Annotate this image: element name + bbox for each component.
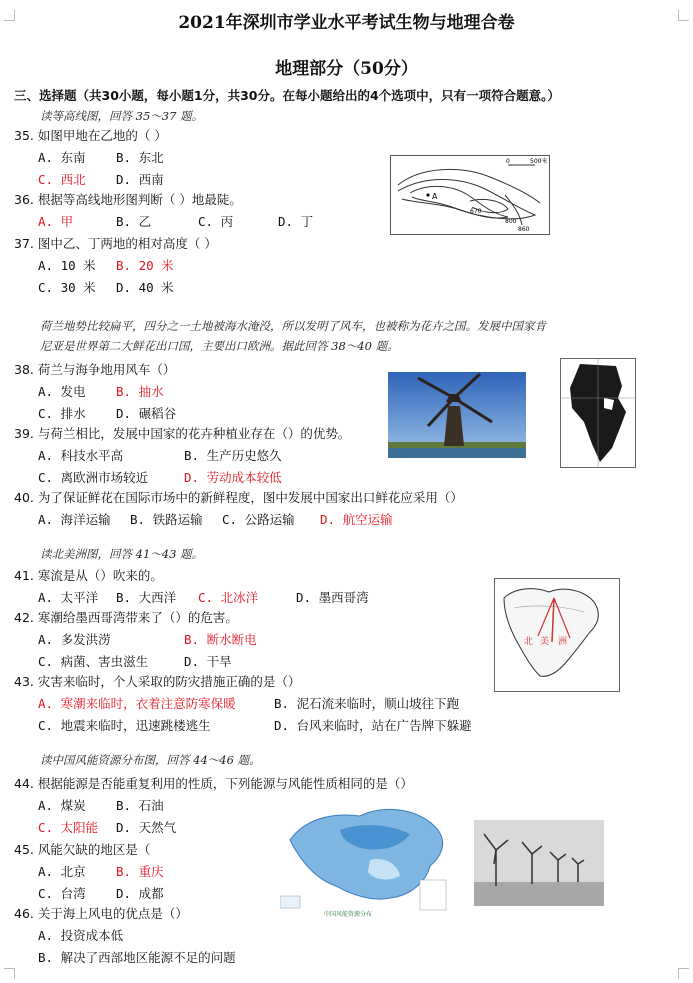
contour-label-670: 670 bbox=[470, 208, 482, 215]
question-stem: 37. 图中乙、丁两地的相对高度（ ） bbox=[14, 236, 217, 251]
answer-option[interactable]: A. 10 米 bbox=[38, 258, 96, 273]
south-china-sea-inset bbox=[420, 880, 446, 910]
reading-instruction: 读等高线图，回答 35～37 题。 bbox=[40, 109, 204, 123]
contour-map-figure bbox=[390, 155, 550, 235]
answer-option[interactable]: D. 航空运输 bbox=[320, 512, 393, 527]
answer-option[interactable]: B. 解决了西部地区能源不足的问题 bbox=[38, 950, 236, 965]
answer-option[interactable]: A. 北京 bbox=[38, 864, 86, 879]
answer-option[interactable]: C. 30 米 bbox=[38, 280, 96, 295]
exam-title: 2021年深圳市学业水平考试生物与地理合卷 bbox=[178, 13, 515, 33]
answer-option[interactable]: D. 碾稻谷 bbox=[116, 406, 177, 421]
answer-option[interactable]: C. 公路运输 bbox=[222, 512, 295, 527]
corner-mark bbox=[4, 10, 15, 21]
contour-label-860: 860 bbox=[518, 226, 530, 233]
answer-option[interactable]: A. 海洋运输 bbox=[38, 512, 111, 527]
answer-option[interactable]: A. 多发洪涝 bbox=[38, 632, 111, 647]
answer-option[interactable]: D. 干旱 bbox=[184, 654, 232, 669]
offshore-wind-photo bbox=[474, 820, 604, 906]
answer-option[interactable]: D. 墨西哥湾 bbox=[296, 590, 369, 605]
reading-instruction: 荷兰地势比较扁平，四分之一土地被海水淹没，所以发明了风车，也被称为花卉之国。发展中国家肯 bbox=[40, 319, 546, 333]
answer-option[interactable]: B. 乙 bbox=[116, 214, 152, 229]
answer-option[interactable]: A. 煤炭 bbox=[38, 798, 86, 813]
question-stem: 43. 灾害来临时，个人采取的防灾措施正确的是（） bbox=[14, 674, 301, 689]
corner-mark bbox=[678, 10, 689, 21]
answer-option[interactable]: C. 北冰洋 bbox=[198, 590, 259, 605]
question-stem: 46. 关于海上风电的优点是（） bbox=[14, 906, 188, 921]
china-map-caption: 中国风能资源分布 bbox=[324, 911, 373, 918]
question-stem: 42. 寒潮给墨西哥湾带来了（）的危害。 bbox=[14, 610, 238, 625]
legend-box bbox=[280, 896, 300, 908]
answer-option[interactable]: B. 断水断电 bbox=[184, 632, 257, 647]
answer-option[interactable]: B. 20 米 bbox=[116, 258, 174, 273]
answer-option[interactable]: A. 科技水平高 bbox=[38, 448, 124, 463]
map-label-mei: 美 bbox=[540, 637, 550, 647]
map-label-zhou: 洲 bbox=[558, 637, 568, 647]
section-heading: 三、选择题（共30小题，每小题1分，共30分。在每小题给出的4个选项中，只有一项符合题意。） bbox=[14, 88, 560, 103]
reading-instruction: 读北美洲图，回答 41～43 题。 bbox=[40, 547, 204, 561]
reading-instruction: 读中国风能资源分布图，回答 44～46 题。 bbox=[40, 753, 261, 767]
question-stem: 38. 荷兰与海争地用风车（） bbox=[14, 362, 176, 377]
answer-option[interactable]: D. 40 米 bbox=[116, 280, 174, 295]
kenya-map-figure bbox=[560, 358, 636, 468]
question-stem: 45. 风能欠缺的地区是（ bbox=[14, 842, 151, 857]
answer-option[interactable]: C. 台湾 bbox=[38, 886, 86, 901]
answer-option[interactable]: A. 东南 bbox=[38, 150, 86, 165]
answer-option[interactable]: B. 大西洋 bbox=[116, 590, 177, 605]
answer-option[interactable]: C. 西北 bbox=[38, 172, 86, 187]
answer-option[interactable]: B. 抽水 bbox=[116, 384, 164, 399]
answer-option[interactable]: C. 病菌、害虫滋生 bbox=[38, 654, 149, 669]
answer-option[interactable]: D. 台风来临时，站在广告牌下躲避 bbox=[274, 718, 472, 733]
answer-option[interactable]: C. 地震来临时，迅速跳楼逃生 bbox=[38, 718, 211, 733]
answer-option[interactable]: B. 铁路运输 bbox=[130, 512, 203, 527]
answer-option[interactable]: A. 太平洋 bbox=[38, 590, 99, 605]
reading-instruction: 尼亚是世界第二大鲜花出口国，主要出口欧洲。据此回答 38～40 题。 bbox=[40, 339, 399, 353]
answer-option[interactable]: C. 太阳能 bbox=[38, 820, 99, 835]
north-america-map bbox=[494, 578, 620, 692]
answer-option[interactable]: D. 成都 bbox=[116, 886, 164, 901]
question-stem: 39. 与荷兰相比，发展中国家的花卉种植业存在（）的优势。 bbox=[14, 426, 351, 441]
answer-option[interactable]: B. 东北 bbox=[116, 150, 164, 165]
corner-mark bbox=[678, 968, 689, 979]
question-stem: 44. 根据能源是否能重复利用的性质，下列能源与风能性质相同的是（） bbox=[14, 776, 413, 791]
answer-option[interactable]: D. 劳动成本较低 bbox=[184, 470, 282, 485]
contour-label-a: A bbox=[432, 192, 438, 201]
corner-mark bbox=[4, 968, 15, 979]
windmill-photo bbox=[388, 372, 526, 458]
answer-option[interactable]: B. 重庆 bbox=[116, 864, 164, 879]
answer-option[interactable]: A. 发电 bbox=[38, 384, 86, 399]
answer-option[interactable]: D. 天然气 bbox=[116, 820, 177, 835]
answer-option[interactable]: C. 排水 bbox=[38, 406, 86, 421]
answer-option[interactable]: C. 丙 bbox=[198, 214, 234, 229]
answer-option[interactable]: D. 西南 bbox=[116, 172, 164, 187]
question-stem: 35. 如图甲地在乙地的（ ） bbox=[14, 128, 167, 143]
answer-option[interactable]: A. 投资成本低 bbox=[38, 928, 124, 943]
answer-option[interactable]: B. 石油 bbox=[116, 798, 164, 813]
question-stem: 41. 寒流是从（）吹来的。 bbox=[14, 568, 163, 583]
answer-option[interactable]: A. 甲 bbox=[38, 214, 74, 229]
answer-option[interactable]: D. 丁 bbox=[278, 214, 314, 229]
answer-option[interactable]: C. 离欧洲市场较近 bbox=[38, 470, 149, 485]
scale-label-zero: 0 bbox=[506, 158, 510, 165]
answer-option[interactable]: A. 寒潮来临时，衣着注意防寒保暖 bbox=[38, 696, 236, 711]
map-label-bei: 北 bbox=[524, 637, 534, 647]
contour-label-800: 800 bbox=[505, 218, 517, 225]
china-wind-map bbox=[280, 800, 455, 920]
scale-label-500: 500米 bbox=[530, 158, 548, 165]
point-a-marker bbox=[426, 193, 429, 196]
answer-option[interactable]: B. 生产历史悠久 bbox=[184, 448, 282, 463]
question-stem: 40. 为了保证鲜花在国际市场中的新鲜程度，图中发展中国家出口鲜花应采用（） bbox=[14, 490, 463, 505]
exam-subtitle: 地理部分（50分） bbox=[275, 59, 418, 79]
answer-option[interactable]: B. 泥石流来临时，顺山坡往下跑 bbox=[274, 696, 460, 711]
question-stem: 36. 根据等高线地形图判断（ ）地最陡。 bbox=[14, 192, 242, 207]
